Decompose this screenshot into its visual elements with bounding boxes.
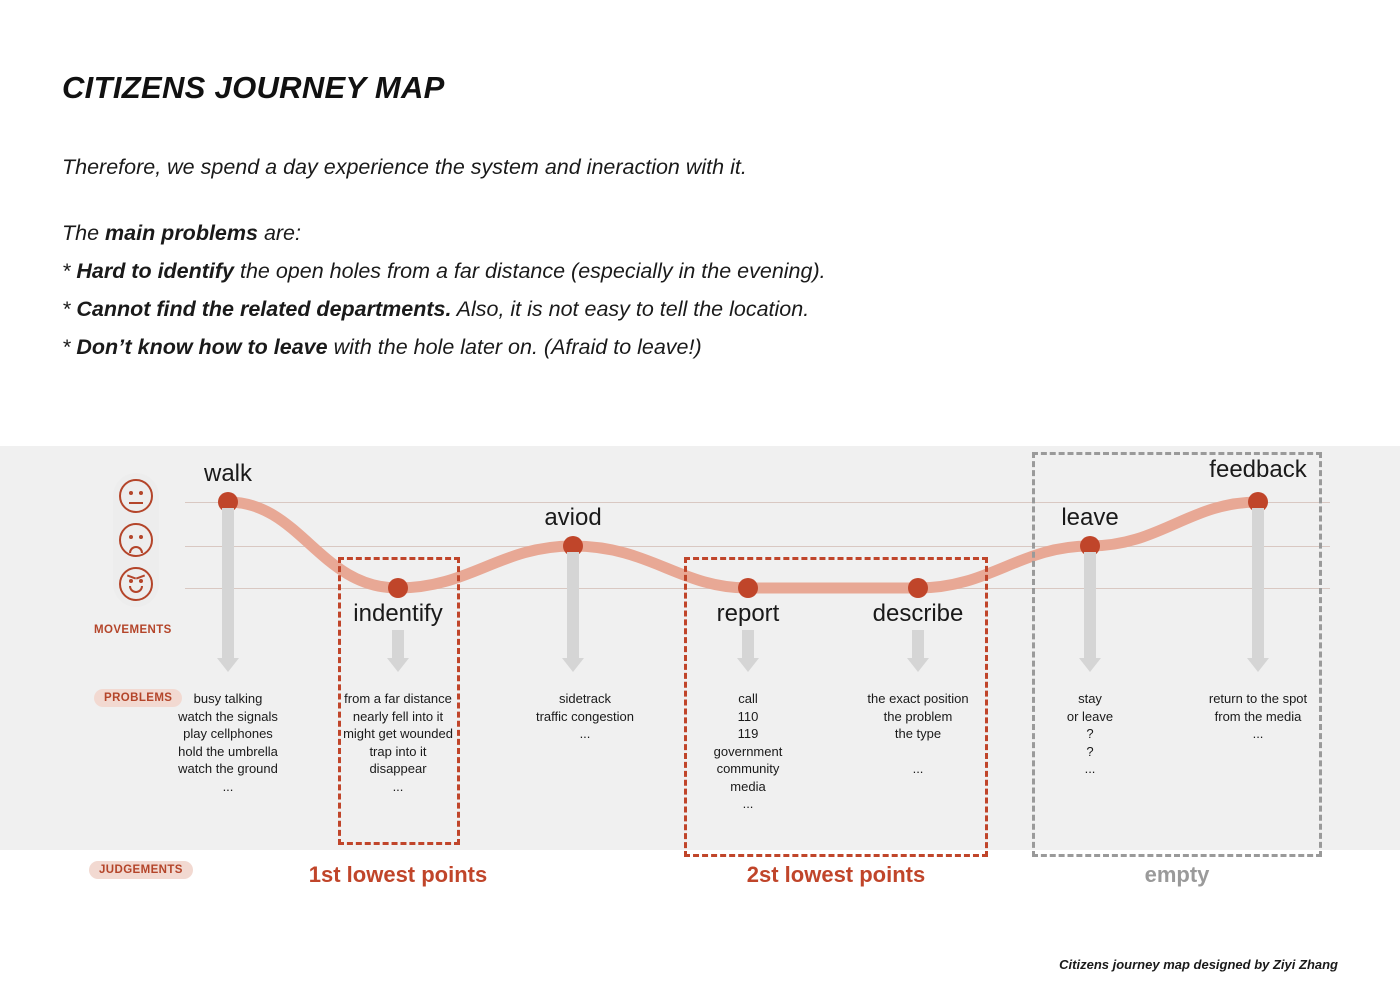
bullet-3-suffix: with the hole later on. (Afraid to leave!)	[327, 335, 702, 359]
node-label-feedback: feedback	[1209, 456, 1307, 483]
problem-item: the problem	[883, 708, 953, 724]
problem-item: or leave	[1066, 708, 1114, 724]
mood-scale	[113, 473, 159, 607]
problem-item: the type	[894, 726, 942, 741]
highlight-box-second-lowest	[684, 557, 988, 857]
problem-item: ...	[392, 778, 404, 794]
problem-item: ...	[742, 796, 754, 811]
problem-bullet-2	[62, 290, 1332, 328]
bullet-2-prefix: *	[62, 297, 77, 321]
row-label-problems: PROBLEMS	[94, 689, 182, 707]
problem-item: 119	[737, 726, 759, 741]
problem-list-walk	[178, 690, 278, 795]
problem-item: watch the signals	[178, 708, 278, 724]
problem-item: disappear	[369, 761, 427, 776]
bullet-1-prefix: *	[62, 259, 77, 283]
problem-bullet-3	[62, 328, 1332, 366]
node-label-walk: walk	[203, 460, 253, 487]
problem-item: play cellphones	[183, 726, 273, 741]
bullet-1-suffix: the open holes from a far distance (especially in the evening).	[234, 259, 826, 283]
problem-item: from the media	[1214, 708, 1302, 724]
node-label-aviod: aviod	[544, 504, 602, 531]
sad-face-icon	[119, 523, 153, 557]
problem-item: traffic congestion	[535, 708, 635, 724]
node-label-report: report	[716, 600, 780, 627]
bullet-2-bold: Cannot find the related departments.	[76, 297, 452, 321]
arrow-aviod	[567, 552, 579, 672]
problem-item: from a far distance	[344, 691, 452, 706]
highlight-caption-empty: empty	[1144, 862, 1210, 887]
problem-item: community	[716, 761, 780, 776]
problem-item: sidetrack	[558, 691, 612, 706]
problem-item: hold the umbrella	[178, 743, 278, 759]
problem-item: ?	[1086, 726, 1094, 741]
intro-spacer	[62, 186, 1332, 214]
problem-item: watch the ground	[178, 761, 278, 776]
intro-line-2-bold: main problems	[105, 221, 258, 245]
problem-item: ...	[579, 726, 591, 741]
problem-item: ...	[1084, 761, 1096, 776]
angry-face-icon	[119, 567, 153, 601]
problem-item: nearly fell into it	[352, 708, 444, 724]
intro-line-2-suffix: are:	[257, 221, 301, 245]
problem-bullet-1	[62, 252, 1332, 290]
arrow-walk	[222, 508, 234, 672]
bullet-3-prefix: *	[62, 335, 77, 359]
problem-item: busy talking	[193, 691, 263, 706]
problem-item: trap into it	[369, 743, 427, 759]
highlight-caption-first-lowest: 1st lowest points	[308, 862, 488, 887]
node-label-describe: describe	[872, 600, 964, 627]
row-label-movements: MOVEMENTS	[94, 624, 172, 636]
page-title: CITIZENS JOURNEY MAP	[62, 70, 445, 105]
problem-item: return to the spot	[1208, 691, 1308, 706]
intro-line-2	[62, 214, 1332, 252]
intro-line-1: Therefore, we spend a day experience the system and ineraction with it.	[62, 155, 747, 179]
problem-item: ...	[912, 761, 924, 776]
node-label-leave: leave	[1061, 504, 1119, 531]
node-label-indentify: indentify	[353, 600, 443, 627]
bullet-1-bold: Hard to identify	[76, 259, 235, 283]
highlight-box-first-lowest	[338, 557, 460, 845]
problem-item: 110	[737, 708, 759, 724]
problem-item: might get wounded	[343, 726, 453, 741]
row-label-judgements: JUDGEMENTS	[89, 861, 193, 879]
problem-item: ...	[222, 778, 234, 794]
highlight-box-empty	[1032, 452, 1322, 857]
header	[62, 70, 1332, 366]
problem-item: the exact position	[867, 691, 969, 706]
problem-item: stay	[1078, 691, 1102, 706]
neutral-face-icon	[119, 479, 153, 513]
problem-list-aviod	[536, 690, 634, 743]
intro-line-2-prefix: The	[62, 221, 106, 245]
problem-item: media	[730, 778, 766, 794]
bullet-2-suffix: Also, it is not easy to tell the location.	[451, 297, 810, 321]
problem-item: call	[738, 691, 758, 706]
highlight-caption-second-lowest: 2st lowest points	[746, 862, 926, 887]
problem-item: ?	[1086, 743, 1094, 759]
bullet-3-bold: Don’t know how to leave	[76, 335, 328, 359]
problem-item: government	[713, 743, 783, 759]
problem-item: ...	[1252, 726, 1264, 741]
credit-text: Citizens journey map designed by Ziyi Zhang	[1059, 957, 1338, 972]
